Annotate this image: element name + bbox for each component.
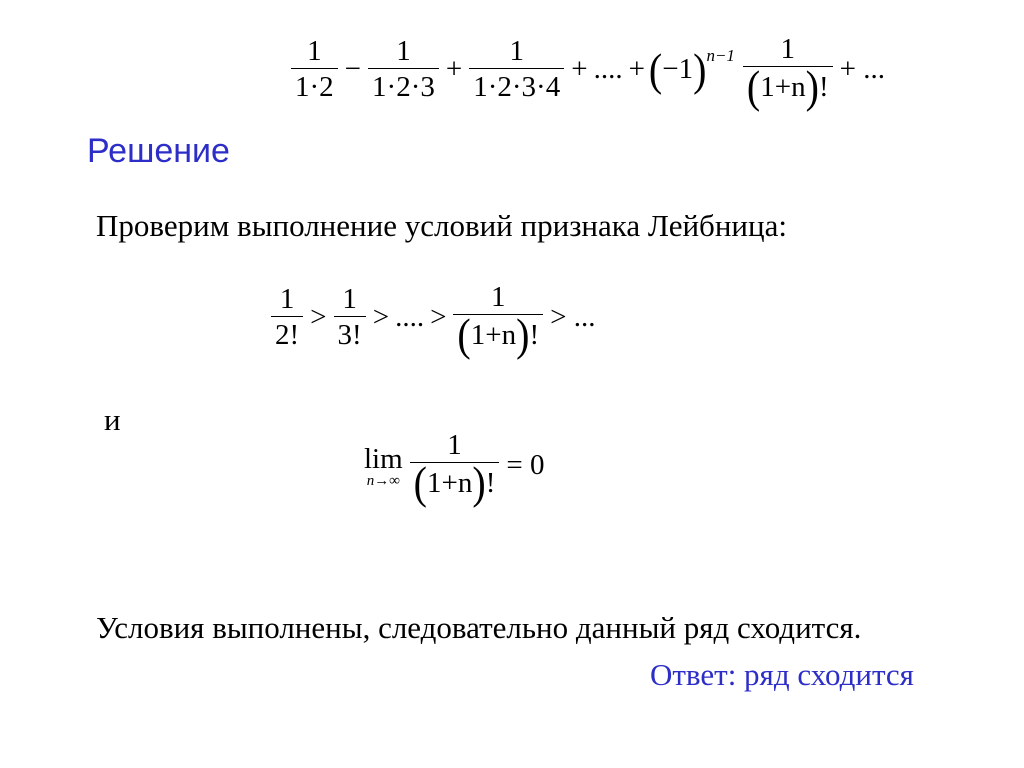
- minus-sign: −: [344, 53, 362, 85]
- series-general-term: [743, 32, 833, 113]
- sign-exponent: n−1: [706, 45, 735, 65]
- sign-factor: ( −1 ) $^{n-1}$: [648, 43, 735, 95]
- greater-sign: >: [430, 301, 447, 333]
- ineq-tail: > ...: [550, 301, 596, 333]
- limit-formula: [364, 428, 548, 509]
- greater-sign: >: [372, 301, 390, 333]
- series-term-1: [291, 34, 338, 105]
- term-3-denominator: 1·2·3·4: [473, 71, 561, 103]
- term-2-denominator: 1·2·3: [372, 71, 435, 103]
- term-1-denominator: 1·2: [295, 71, 334, 103]
- general-den-inner: 1+n: [760, 71, 806, 103]
- ineq-term-1: $\frac{1}{2!}$: [271, 282, 303, 353]
- plus-sign: +: [445, 53, 463, 85]
- limit-operator: lim n→∞: [364, 442, 403, 489]
- limit-equals: = 0: [506, 449, 545, 481]
- inequality-formula: [268, 280, 599, 361]
- plus-sign: +: [571, 53, 588, 85]
- solution-heading: Решение: [87, 132, 230, 170]
- ineq-ellipsis: ....: [395, 301, 425, 333]
- series-term-3: [469, 34, 564, 105]
- term-1-numerator: 1: [307, 35, 322, 67]
- general-numerator: 1: [780, 33, 796, 65]
- ineq-term-2: $\frac{1}{3!}$: [334, 282, 366, 353]
- series-ellipsis: ....: [593, 53, 623, 85]
- term-2-numerator: 1: [396, 35, 411, 67]
- series-tail: + ...: [839, 53, 885, 85]
- plus-sign: +: [628, 53, 645, 85]
- general-denominator: ( 1+n ) !: [746, 60, 829, 113]
- check-conditions-text: Проверим выполнение условий признака Лейбница:: [96, 208, 787, 243]
- series-formula: [288, 32, 889, 113]
- greater-sign: >: [310, 301, 327, 333]
- conclusion-text: Условия выполнены, следовательно данный ряд сходится.: [96, 610, 862, 645]
- ineq-general-term: 1 ( 1+n ) !: [453, 280, 543, 355]
- answer-text: Ответ: ряд сходится: [650, 657, 914, 692]
- sign-base: −1: [662, 53, 694, 85]
- series-term-2: [368, 34, 439, 105]
- limit-fraction: 1 ( 1+n ) !: [410, 428, 500, 503]
- and-text: и: [104, 402, 121, 437]
- limit-subscript: n→∞: [366, 472, 400, 489]
- term-3-numerator: 1: [509, 35, 524, 67]
